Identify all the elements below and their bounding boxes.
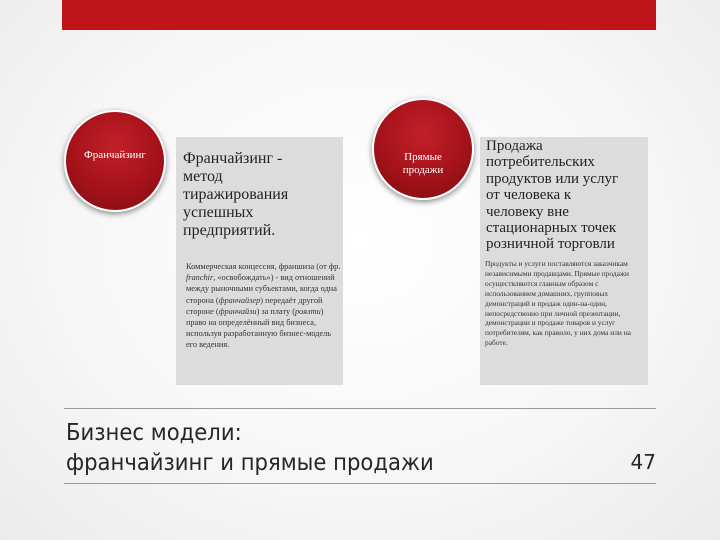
slide-title-line1: Бизнес модели: [66, 420, 242, 446]
direct-sales-circle [372, 98, 474, 200]
franchising-desc-italic3: франчайзи [218, 306, 257, 316]
slide-title [66, 418, 498, 478]
franchising-description [186, 261, 342, 351]
direct-sales-description: Продукты и услуги поставляются заказчикам независимыми продавцами. Прямые продажи осуществляются главным образом с использованием домашних, групповых демонстраций и продаж один-на-один, непосредственно при личной презентации, демонстрации и продаже товаров и услуг потребителям, как правило, у них дома или на работе. [485, 259, 631, 348]
direct-sales-heading: Продажа потребительских продуктов или услуг от человека к человеку вне стационарных точек розничной торговли [486, 138, 619, 253]
title-divider-top [64, 408, 656, 409]
top-accent-band [62, 0, 656, 30]
franchising-circle-label: Франчайзинг [84, 149, 146, 161]
franchising-desc-part1: Коммерческая концессия, франшиза (от фр. [186, 262, 341, 271]
slide-title-line2: франчайзинг и прямые продажи [66, 450, 434, 476]
franchising-desc-italic1: franchir [186, 273, 214, 283]
franchising-desc-part2: , «освобождать») - вид отношений между рыночными субъектами, когда одна сторона ( [186, 273, 337, 305]
franchising-desc-italic4: роялти [294, 306, 321, 316]
franchising-desc-part4: ) за плату ( [256, 306, 295, 316]
title-divider-bottom [64, 483, 656, 484]
franchising-circle [64, 110, 166, 212]
franchising-heading: Франчайзинг - метод тиражирования успешных предприятий. [183, 150, 289, 239]
page-number: 47 [630, 450, 656, 474]
franchising-desc-part5: ) право на определённый вид бизнеса, используя разработанную бизнес-модель его ведения. [186, 306, 332, 350]
direct-sales-circle-label: Прямые продажи [402, 151, 444, 176]
franchising-desc-italic2: франчайзер [218, 295, 261, 305]
franchising-desc-part3: ) передаёт другой стороне ( [186, 295, 323, 316]
